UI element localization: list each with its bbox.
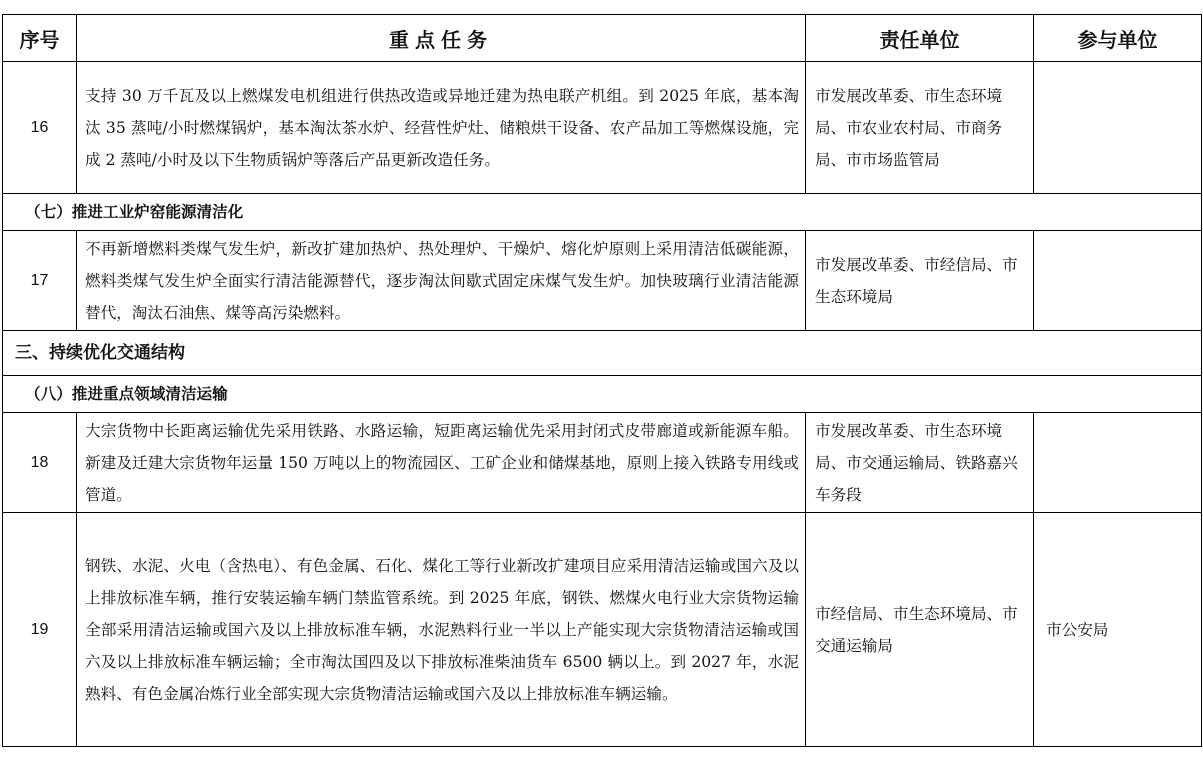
section-row: [3, 331, 1202, 376]
subsection-title: （八）推进重点领域清洁运输: [3, 376, 1202, 413]
task-text: 不再新增燃料类煤气发生炉，新改扩建加热炉、热处理炉、干燥炉、熔化炉原则上采用清洁低碳能源，燃料类煤气发生炉全面实行清洁能源替代，逐步淘汰间歇式固定床煤气发生炉。加快玻璃行业清洁能源替代，淘汰石油焦、煤等高污染燃料。: [77, 231, 806, 331]
row-number: 19: [3, 513, 77, 747]
responsible-units: 市经信局、市生态环境局、市交通运输局: [806, 513, 1034, 747]
header-row: [3, 15, 1202, 62]
table-row: [3, 231, 1202, 331]
table-row: [3, 413, 1202, 513]
task-text: 支持 30 万千瓦及以上燃煤发电机组进行供热改造或异地迁建为热电联产机组。到 2025 年底，基本淘汰 35 蒸吨/小时燃煤锅炉，基本淘汰茶水炉、经营性炉灶、储粮烘干设备、农产品加工等燃煤设施，完成 2 蒸吨/小时及以下生物质锅炉等落后产品更新改造任务。: [77, 62, 806, 194]
task-table: [2, 14, 1202, 747]
table-row: [3, 513, 1202, 747]
responsible-units: 市发展改革委、市生态环境局、市农业农村局、市商务局、市市场监管局: [806, 62, 1034, 194]
header-task: 重点任务: [77, 15, 806, 62]
header-participating: 参与单位: [1034, 15, 1202, 62]
row-number: 17: [3, 231, 77, 331]
header-no: 序号: [3, 15, 77, 62]
responsible-units: 市发展改革委、市生态环境局、市交通运输局、铁路嘉兴车务段: [806, 413, 1034, 513]
task-text: 大宗货物中长距离运输优先采用铁路、水路运输，短距离运输优先采用封闭式皮带廊道或新能源车船。新建及迁建大宗货物年运量 150 万吨以上的物流园区、工矿企业和储煤基地，原则上接入铁路专用线或管道。: [77, 413, 806, 513]
task-text: 钢铁、水泥、火电（含热电）、有色金属、石化、煤化工等行业新改扩建项目应采用清洁运输或国六及以上排放标准车辆，推行安装运输车辆门禁监管系统。到 2025 年底，钢铁、燃煤火电行业大宗货物运输全部采用清洁运输或国六及以上排放标准车辆，水泥熟料行业一半以上产能实现大宗货物清洁运输或国六及以上排放标准车辆运输；全市淘汰国四及以下排放标准柴油货车 6500 辆以上。到 2027 年，水泥熟料、有色金属冶炼行业全部实现大宗货物清洁运输或国六及以上排放标准车辆运输。: [77, 513, 806, 747]
row-number: 18: [3, 413, 77, 513]
responsible-units: 市发展改革委、市经信局、市生态环境局: [806, 231, 1034, 331]
row-number: 16: [3, 62, 77, 194]
participating-units: [1034, 62, 1202, 194]
header-responsible: 责任单位: [806, 15, 1034, 62]
participating-units: [1034, 231, 1202, 331]
section-title: 三、持续优化交通结构: [3, 331, 1202, 376]
subsection-title: （七）推进工业炉窑能源清洁化: [3, 194, 1202, 231]
participating-units: [1034, 413, 1202, 513]
table-row: [3, 62, 1202, 194]
subsection-row: [3, 376, 1202, 413]
participating-units: 市公安局: [1034, 513, 1202, 747]
subsection-row: [3, 194, 1202, 231]
